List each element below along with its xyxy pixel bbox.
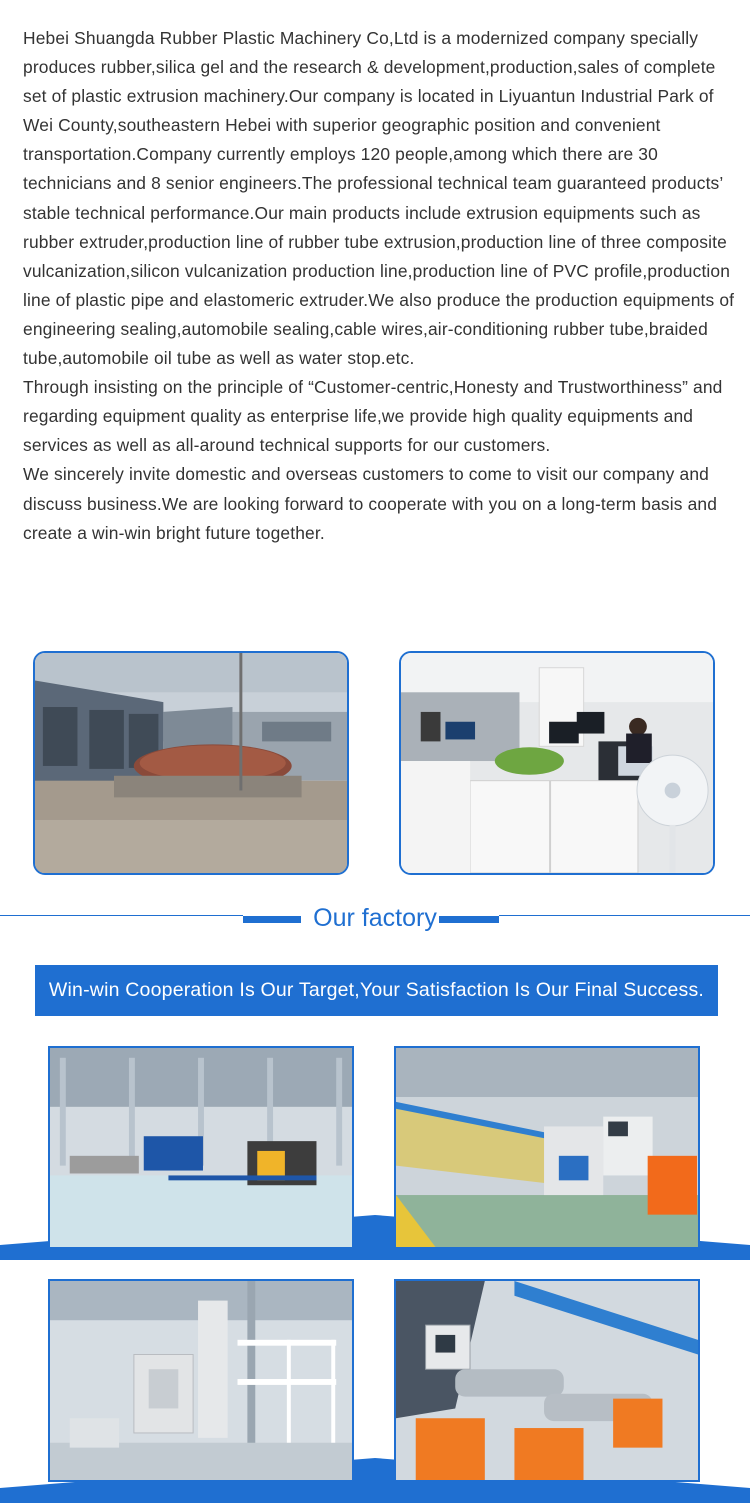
section-title: Our factory [313, 904, 437, 932]
company-gate-photo [33, 651, 349, 875]
intro-paragraph-1: Hebei Shuangda Rubber Plastic Machinery Co,Ltd is a modernized company specially produces rubber,silica gel and the research & development,production,sales of complete set of plastic extrusion machinery.Our company is located in Liyuantun Industrial Park of Wei County,southeastern Hebei with superior geographic position and convenient transportation.Company currently employs 120 people,among which there are 30 technicians and 8 senior engineers.The professional technical team guaranteed products’ stable technical performance.Our main products include extrusion equipments such as rubber extruder,production line of rubber tube extrusion,production line of three composite vulcanization,silicon vulcanization production line,production line of PVC profile,production line of plastic pipe and elastomeric extruder.We also produce the production equipments of engineering sealing,automobile sealing,cable wires,air-conditioning rubber tube,braided tube,automobile oil tube as well as water stop.etc. [23, 28, 735, 369]
slogan-banner: Win-win Cooperation Is Our Target,Your Satisfaction Is Our Final Success. [35, 965, 718, 1016]
factory-photo-workshop [48, 1046, 354, 1249]
intro-paragraph-2: Through insisting on the principle of “Customer-centric,Honesty and Trustworthiness” and regarding equipment quality as enterprise life,we provide high quality equipments and services as well as all-around technical supports for our customers. [23, 377, 723, 456]
factory-photo-vulcanization [48, 1279, 354, 1482]
factory-photo-extruders [394, 1279, 700, 1482]
section-accent-right [439, 916, 499, 923]
factory-photo-production-line [394, 1046, 700, 1249]
company-introduction [23, 24, 735, 548]
intro-paragraph-3: We sincerely invite domestic and overseas customers to come to visit our company and discuss business.We are looking forward to cooperate with you on a long-term basis and create a win-win bright future together. [23, 464, 718, 543]
section-divider-right [499, 915, 750, 916]
office-photo [399, 651, 715, 875]
